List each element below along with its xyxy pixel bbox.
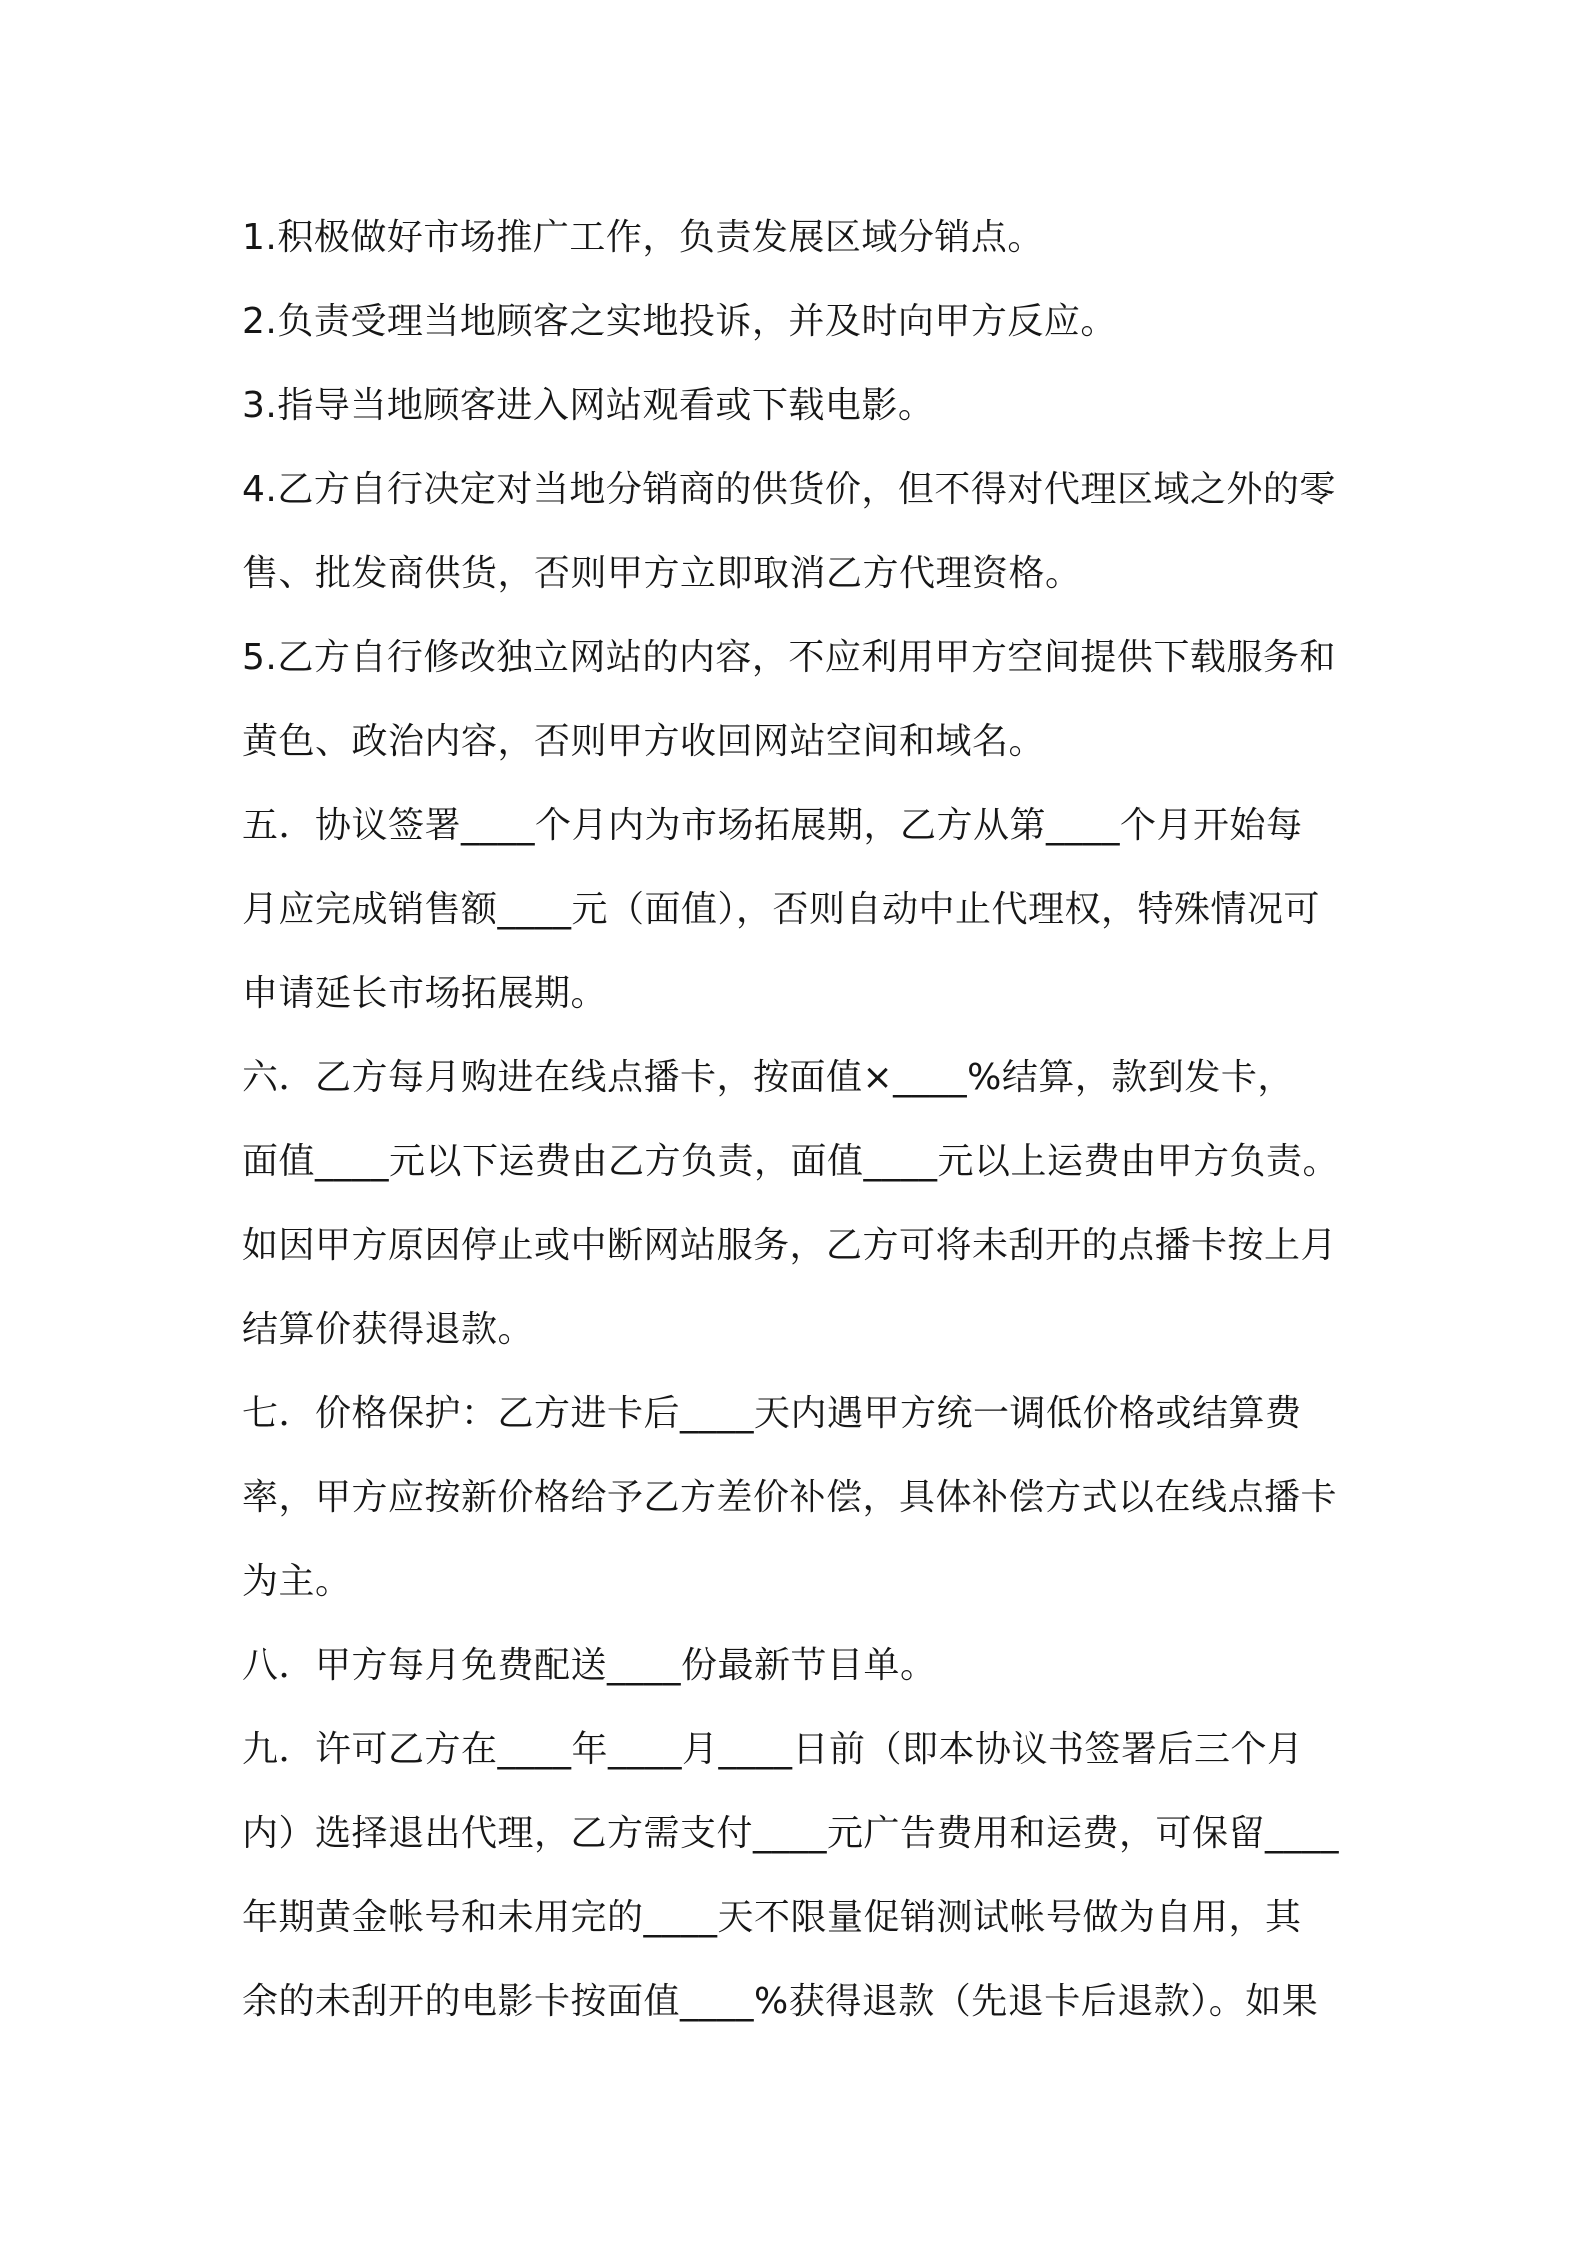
- text-line: 余的未刮开的电影卡按面值____%获得退款（先退卡后退款）。如果: [242, 1981, 1319, 2022]
- document-body: [242, 196, 1362, 2044]
- text-line: 年期黄金帐号和未用完的____天不限量促销测试帐号做为自用，其: [242, 1897, 1302, 1938]
- text-line: 3.指导当地顾客进入网站观看或下载电影。: [242, 385, 935, 426]
- text-line: 面值____元以下运费由乙方负责，面值____元以上运费由甲方负责。: [242, 1141, 1340, 1182]
- text-line: 八．甲方每月免费配送____份最新节目单。: [242, 1645, 937, 1686]
- text-line: 4.乙方自行决定对当地分销商的供货价，但不得对代理区域之外的零: [242, 469, 1336, 510]
- text-line: 月应完成销售额____元（面值），否则自动中止代理权，特殊情况可: [242, 889, 1321, 930]
- text-line: 申请延长市场拓展期。: [242, 973, 608, 1014]
- text-line: 售、批发商供货，否则甲方立即取消乙方代理资格。: [242, 553, 1082, 594]
- text-line: 九．许可乙方在____年____月____日前（即本协议书签署后三个月: [242, 1729, 1304, 1770]
- text-line: 2.负责受理当地顾客之实地投诉，并及时向甲方反应。: [242, 301, 1117, 342]
- text-line: 1.积极做好市场推广工作，负责发展区域分销点。: [242, 217, 1044, 258]
- text-line: 为主。: [242, 1561, 352, 1602]
- text-line: 如因甲方原因停止或中断网站服务，乙方可将未刮开的点播卡按上月: [242, 1225, 1338, 1266]
- text-line: 六．乙方每月购进在线点播卡，按面值×____%结算，款到发卡，: [242, 1057, 1294, 1098]
- text-line: 内）选择退出代理，乙方需支付____元广告费用和运费，可保留____: [242, 1813, 1340, 1854]
- text-line: 黄色、政治内容，否则甲方收回网站空间和域名。: [242, 721, 1046, 762]
- text-line: 五．协议签署____个月内为市场拓展期，乙方从第____个月开始每: [242, 805, 1303, 846]
- text-line: 5.乙方自行修改独立网站的内容，不应利用甲方空间提供下载服务和: [242, 637, 1336, 678]
- text-line: 率，甲方应按新价格给予乙方差价补偿，具体补偿方式以在线点播卡: [242, 1477, 1338, 1518]
- text-line: 七．价格保护：乙方进卡后____天内遇甲方统一调低价格或结算费: [242, 1393, 1302, 1434]
- text-line: 结算价获得退款。: [242, 1309, 535, 1350]
